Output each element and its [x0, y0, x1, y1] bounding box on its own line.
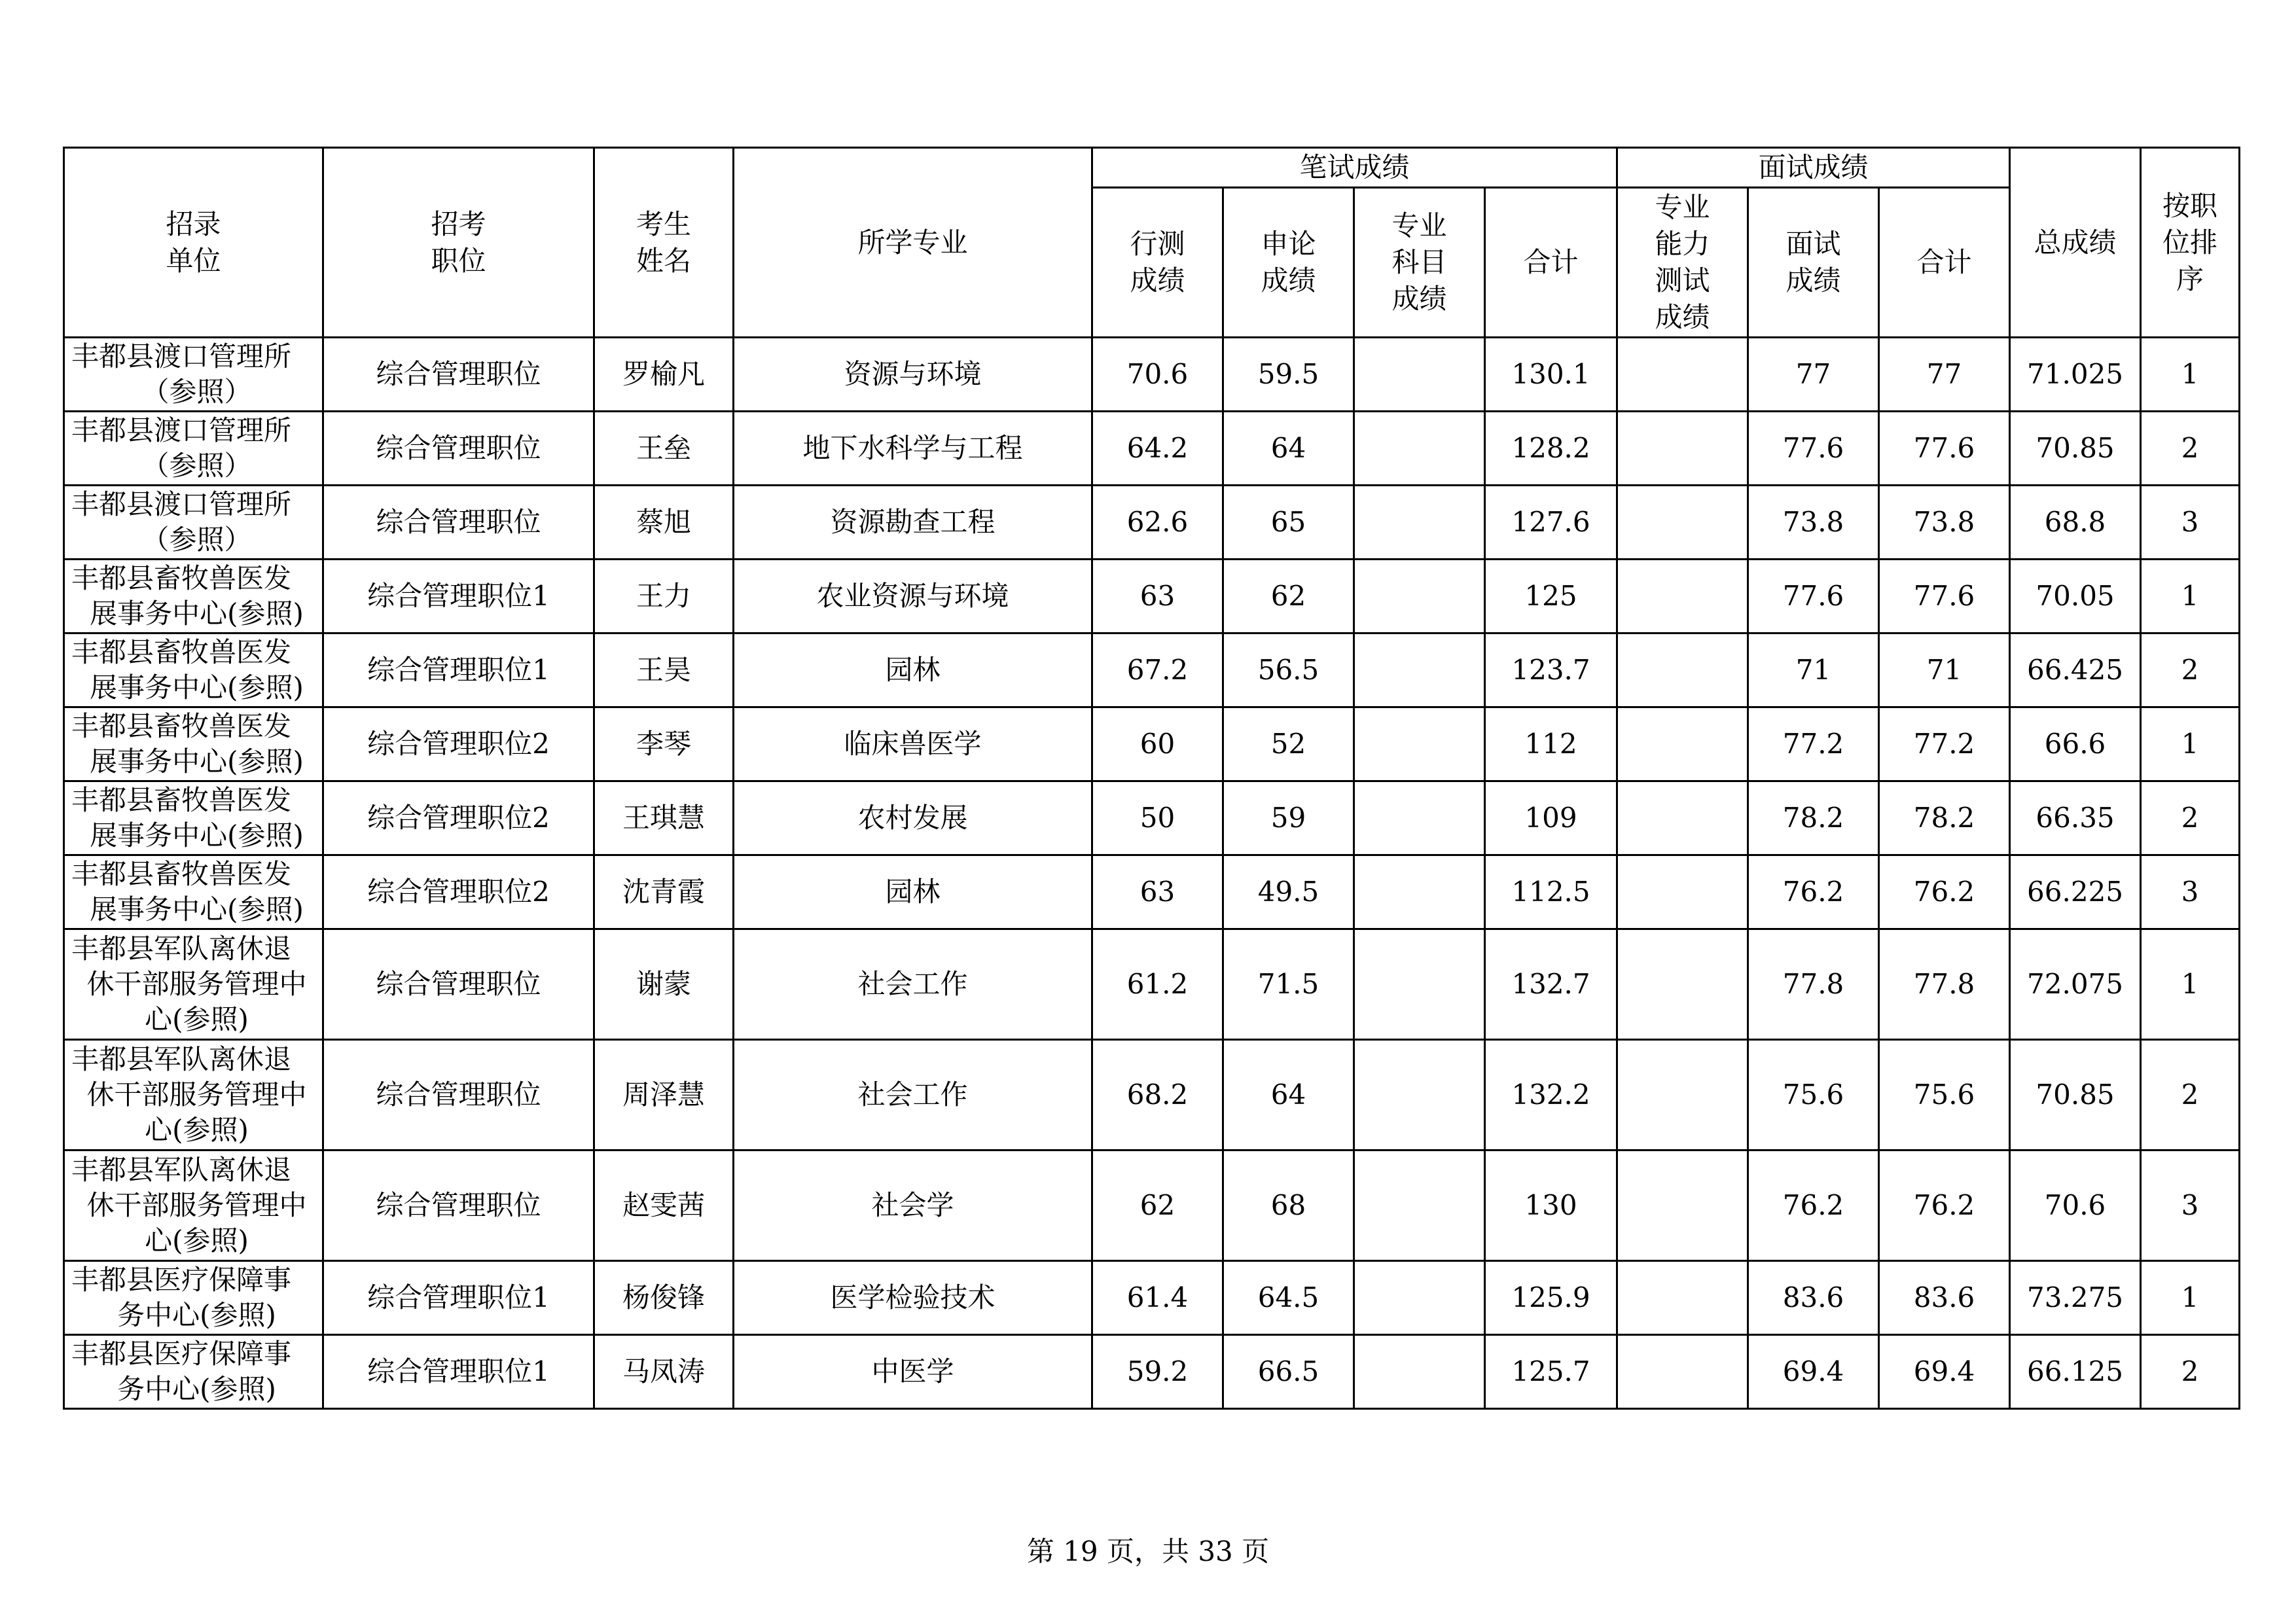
cell-position: 综合管理职位1 — [323, 1261, 594, 1335]
cell-name: 马凤涛 — [594, 1335, 734, 1409]
cell-ability — [1617, 1261, 1748, 1335]
header-name: 考生 姓名 — [594, 148, 734, 338]
cell-major: 园林 — [734, 633, 1092, 707]
cell-interview-total: 77.6 — [1879, 560, 2010, 633]
cell-position: 综合管理职位 — [323, 1040, 594, 1150]
cell-position: 综合管理职位2 — [323, 781, 594, 855]
cell-shenlun: 64 — [1223, 412, 1354, 486]
cell-position: 综合管理职位2 — [323, 855, 594, 929]
cell-total: 66.35 — [2010, 781, 2141, 855]
cell-xingce: 62.6 — [1092, 486, 1223, 560]
cell-shenlun: 59.5 — [1223, 338, 1354, 412]
cell-interview-total: 83.6 — [1879, 1261, 2010, 1335]
cell-rank: 2 — [2141, 412, 2240, 486]
cell-interview-total: 77.2 — [1879, 707, 2010, 781]
cell-rank: 1 — [2141, 707, 2240, 781]
cell-position: 综合管理职位2 — [323, 707, 594, 781]
cell-major: 资源与环境 — [734, 338, 1092, 412]
cell-written-total: 123.7 — [1485, 633, 1617, 707]
cell-subject — [1354, 560, 1485, 633]
table-row — [64, 855, 2240, 929]
header-interview-score: 面试 成绩 — [1748, 188, 1879, 338]
cell-written-total: 125.9 — [1485, 1261, 1617, 1335]
cell-subject — [1354, 338, 1485, 412]
cell-rank: 1 — [2141, 560, 2240, 633]
cell-total: 70.85 — [2010, 412, 2141, 486]
cell-subject — [1354, 1335, 1485, 1409]
cell-subject — [1354, 929, 1485, 1040]
cell-ability — [1617, 412, 1748, 486]
cell-unit: 丰都县畜牧兽医发 展事务中心(参照) — [64, 633, 323, 707]
cell-ability — [1617, 633, 1748, 707]
cell-name: 王昊 — [594, 633, 734, 707]
cell-major: 医学检验技术 — [734, 1261, 1092, 1335]
cell-interview: 76.2 — [1748, 855, 1879, 929]
score-table — [63, 147, 2240, 1410]
cell-name: 蔡旭 — [594, 486, 734, 560]
cell-total: 70.85 — [2010, 1040, 2141, 1150]
cell-interview-total: 77.6 — [1879, 412, 2010, 486]
cell-ability — [1617, 338, 1748, 412]
cell-interview: 77 — [1748, 338, 1879, 412]
cell-subject — [1354, 486, 1485, 560]
cell-major: 资源勘查工程 — [734, 486, 1092, 560]
cell-written-total: 128.2 — [1485, 412, 1617, 486]
cell-unit: 丰都县军队离休退 休干部服务管理中 心(参照) — [64, 929, 323, 1040]
cell-written-total: 132.7 — [1485, 929, 1617, 1040]
cell-major: 园林 — [734, 855, 1092, 929]
table-row — [64, 781, 2240, 855]
cell-position: 综合管理职位1 — [323, 1335, 594, 1409]
cell-total: 66.425 — [2010, 633, 2141, 707]
cell-subject — [1354, 707, 1485, 781]
cell-unit: 丰都县畜牧兽医发 展事务中心(参照) — [64, 707, 323, 781]
cell-subject — [1354, 633, 1485, 707]
cell-interview: 77.6 — [1748, 560, 1879, 633]
cell-xingce: 63 — [1092, 855, 1223, 929]
cell-subject — [1354, 781, 1485, 855]
cell-unit: 丰都县医疗保障事 务中心(参照) — [64, 1261, 323, 1335]
table-row — [64, 338, 2240, 412]
cell-major: 地下水科学与工程 — [734, 412, 1092, 486]
table-row — [64, 1150, 2240, 1261]
page-footer — [0, 1530, 2296, 1569]
cell-interview: 78.2 — [1748, 781, 1879, 855]
cell-unit: 丰都县渡口管理所 （参照） — [64, 412, 323, 486]
header-written-xingce: 行测 成绩 — [1092, 188, 1223, 338]
cell-unit: 丰都县军队离休退 休干部服务管理中 心(参照) — [64, 1040, 323, 1150]
cell-interview-total: 78.2 — [1879, 781, 2010, 855]
cell-unit: 丰都县畜牧兽医发 展事务中心(参照) — [64, 855, 323, 929]
cell-rank: 1 — [2141, 929, 2240, 1040]
cell-ability — [1617, 707, 1748, 781]
table-row — [64, 707, 2240, 781]
header-position: 招考 职位 — [323, 148, 594, 338]
cell-rank: 3 — [2141, 1150, 2240, 1261]
cell-name: 沈青霞 — [594, 855, 734, 929]
cell-ability — [1617, 781, 1748, 855]
cell-unit: 丰都县渡口管理所 （参照） — [64, 338, 323, 412]
table-row — [64, 1261, 2240, 1335]
cell-total: 71.025 — [2010, 338, 2141, 412]
cell-ability — [1617, 1040, 1748, 1150]
header-written-total: 合计 — [1485, 188, 1617, 338]
cell-interview-total: 77 — [1879, 338, 2010, 412]
cell-total: 70.6 — [2010, 1150, 2141, 1261]
header-written-subject: 专业 科目 成绩 — [1354, 188, 1485, 338]
cell-unit: 丰都县渡口管理所 （参照） — [64, 486, 323, 560]
cell-interview: 77.8 — [1748, 929, 1879, 1040]
cell-rank: 3 — [2141, 486, 2240, 560]
header-interview-group: 面试成绩 — [1617, 148, 2010, 188]
cell-subject — [1354, 1040, 1485, 1150]
cell-ability — [1617, 855, 1748, 929]
table-row — [64, 633, 2240, 707]
cell-ability — [1617, 929, 1748, 1040]
cell-total: 70.05 — [2010, 560, 2141, 633]
cell-ability — [1617, 486, 1748, 560]
cell-interview: 75.6 — [1748, 1040, 1879, 1150]
cell-unit: 丰都县军队离休退 休干部服务管理中 心(参照) — [64, 1150, 323, 1261]
cell-name: 王垒 — [594, 412, 734, 486]
cell-shenlun: 65 — [1223, 486, 1354, 560]
cell-interview: 76.2 — [1748, 1150, 1879, 1261]
header-major: 所学专业 — [734, 148, 1092, 338]
cell-name: 王力 — [594, 560, 734, 633]
cell-xingce: 68.2 — [1092, 1040, 1223, 1150]
header-written-shenlun: 申论 成绩 — [1223, 188, 1354, 338]
cell-written-total: 125 — [1485, 560, 1617, 633]
cell-xingce: 70.6 — [1092, 338, 1223, 412]
cell-major: 社会工作 — [734, 1040, 1092, 1150]
cell-major: 社会学 — [734, 1150, 1092, 1261]
cell-name: 李琴 — [594, 707, 734, 781]
cell-position: 综合管理职位1 — [323, 560, 594, 633]
cell-subject — [1354, 412, 1485, 486]
table-row — [64, 486, 2240, 560]
cell-rank: 1 — [2141, 1261, 2240, 1335]
cell-interview-total: 77.8 — [1879, 929, 2010, 1040]
cell-written-total: 125.7 — [1485, 1335, 1617, 1409]
cell-subject — [1354, 1261, 1485, 1335]
cell-shenlun: 52 — [1223, 707, 1354, 781]
cell-shenlun: 59 — [1223, 781, 1354, 855]
cell-rank: 2 — [2141, 633, 2240, 707]
cell-major: 临床兽医学 — [734, 707, 1092, 781]
cell-total: 66.225 — [2010, 855, 2141, 929]
cell-subject — [1354, 855, 1485, 929]
cell-written-total: 127.6 — [1485, 486, 1617, 560]
cell-xingce: 61.2 — [1092, 929, 1223, 1040]
cell-interview: 83.6 — [1748, 1261, 1879, 1335]
cell-unit: 丰都县医疗保障事 务中心(参照) — [64, 1335, 323, 1409]
cell-unit: 丰都县畜牧兽医发 展事务中心(参照) — [64, 781, 323, 855]
table-row — [64, 929, 2240, 1040]
cell-total: 68.8 — [2010, 486, 2141, 560]
cell-position: 综合管理职位 — [323, 929, 594, 1040]
cell-rank: 1 — [2141, 338, 2240, 412]
cell-shenlun: 66.5 — [1223, 1335, 1354, 1409]
cell-major: 社会工作 — [734, 929, 1092, 1040]
cell-xingce: 59.2 — [1092, 1335, 1223, 1409]
cell-shenlun: 71.5 — [1223, 929, 1354, 1040]
cell-written-total: 130 — [1485, 1150, 1617, 1261]
cell-total: 66.125 — [2010, 1335, 2141, 1409]
cell-xingce: 50 — [1092, 781, 1223, 855]
page-number: 第 19 页，共 33 页 — [1026, 1535, 1270, 1567]
cell-name: 王琪慧 — [594, 781, 734, 855]
cell-shenlun: 64 — [1223, 1040, 1354, 1150]
cell-xingce: 67.2 — [1092, 633, 1223, 707]
cell-written-total: 112.5 — [1485, 855, 1617, 929]
cell-position: 综合管理职位 — [323, 338, 594, 412]
table-row — [64, 1040, 2240, 1150]
cell-interview-total: 76.2 — [1879, 1150, 2010, 1261]
cell-rank: 2 — [2141, 781, 2240, 855]
cell-interview: 73.8 — [1748, 486, 1879, 560]
cell-shenlun: 64.5 — [1223, 1261, 1354, 1335]
cell-shenlun: 62 — [1223, 560, 1354, 633]
cell-ability — [1617, 1150, 1748, 1261]
cell-interview: 77.6 — [1748, 412, 1879, 486]
header-interview-ability: 专业 能力 测试 成绩 — [1617, 188, 1748, 338]
cell-major: 农村发展 — [734, 781, 1092, 855]
cell-interview-total: 71 — [1879, 633, 2010, 707]
cell-interview: 71 — [1748, 633, 1879, 707]
cell-name: 赵雯茜 — [594, 1150, 734, 1261]
cell-interview-total: 69.4 — [1879, 1335, 2010, 1409]
cell-interview: 69.4 — [1748, 1335, 1879, 1409]
cell-written-total: 130.1 — [1485, 338, 1617, 412]
cell-subject — [1354, 1150, 1485, 1261]
table-header — [64, 148, 2240, 338]
cell-total: 72.075 — [2010, 929, 2141, 1040]
table-row — [64, 1335, 2240, 1409]
cell-shenlun: 49.5 — [1223, 855, 1354, 929]
cell-shenlun: 56.5 — [1223, 633, 1354, 707]
cell-major: 农业资源与环境 — [734, 560, 1092, 633]
cell-ability — [1617, 1335, 1748, 1409]
cell-name: 谢蒙 — [594, 929, 734, 1040]
cell-name: 周泽慧 — [594, 1040, 734, 1150]
cell-ability — [1617, 560, 1748, 633]
table-row — [64, 412, 2240, 486]
cell-shenlun: 68 — [1223, 1150, 1354, 1261]
cell-position: 综合管理职位 — [323, 1150, 594, 1261]
cell-rank: 2 — [2141, 1040, 2240, 1150]
cell-interview-total: 76.2 — [1879, 855, 2010, 929]
cell-written-total: 132.2 — [1485, 1040, 1617, 1150]
cell-name: 罗榆凡 — [594, 338, 734, 412]
header-written-group: 笔试成绩 — [1092, 148, 1617, 188]
cell-xingce: 61.4 — [1092, 1261, 1223, 1335]
header-total: 总成绩 — [2010, 148, 2141, 338]
cell-total: 73.275 — [2010, 1261, 2141, 1335]
cell-name: 杨俊锋 — [594, 1261, 734, 1335]
header-interview-total: 合计 — [1879, 188, 2010, 338]
cell-xingce: 62 — [1092, 1150, 1223, 1261]
cell-interview-total: 75.6 — [1879, 1040, 2010, 1150]
cell-position: 综合管理职位 — [323, 486, 594, 560]
cell-xingce: 64.2 — [1092, 412, 1223, 486]
cell-written-total: 109 — [1485, 781, 1617, 855]
table-body — [64, 338, 2240, 1409]
cell-unit: 丰都县畜牧兽医发 展事务中心(参照) — [64, 560, 323, 633]
cell-interview-total: 73.8 — [1879, 486, 2010, 560]
cell-xingce: 63 — [1092, 560, 1223, 633]
cell-position: 综合管理职位1 — [323, 633, 594, 707]
cell-written-total: 112 — [1485, 707, 1617, 781]
table-row — [64, 560, 2240, 633]
cell-position: 综合管理职位 — [323, 412, 594, 486]
cell-xingce: 60 — [1092, 707, 1223, 781]
cell-major: 中医学 — [734, 1335, 1092, 1409]
header-rank: 按职 位排 序 — [2141, 148, 2240, 338]
cell-rank: 3 — [2141, 855, 2240, 929]
header-unit: 招录 单位 — [64, 148, 323, 338]
cell-total: 66.6 — [2010, 707, 2141, 781]
cell-rank: 2 — [2141, 1335, 2240, 1409]
cell-interview: 77.2 — [1748, 707, 1879, 781]
